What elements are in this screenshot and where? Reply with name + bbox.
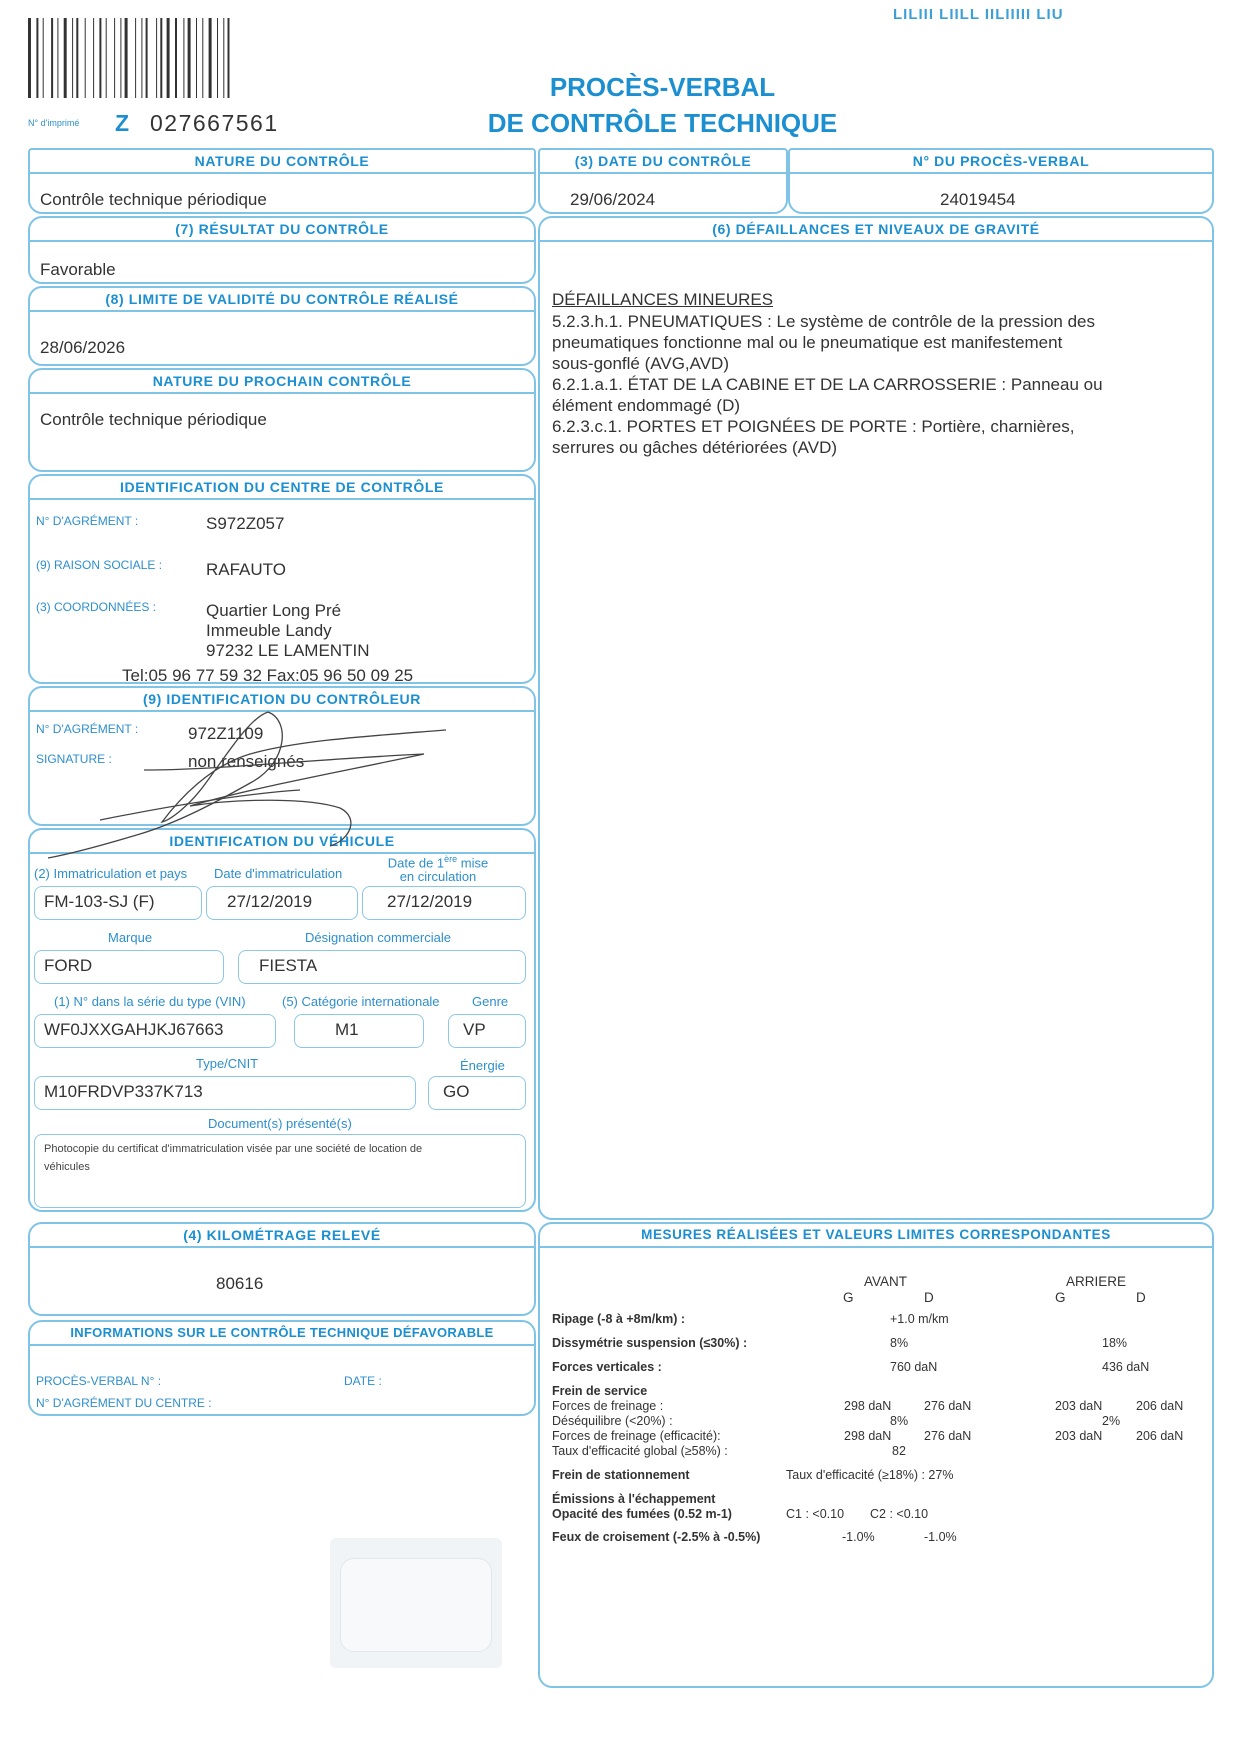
date-immat-field: 27/12/2019 (206, 886, 358, 920)
dissymetrie-arriere: 18% (1102, 1336, 1128, 1350)
energie-label: Énergie (460, 1058, 505, 1073)
prochain-header: NATURE DU PROCHAIN CONTRÔLE (30, 370, 534, 394)
ffe-avant-g: 298 daN (844, 1429, 892, 1443)
resultat-value: Favorable (40, 260, 116, 279)
defavorable-box (28, 1320, 536, 1416)
documents-label: Document(s) présenté(s) (208, 1116, 352, 1131)
barcode-bar (120, 18, 121, 98)
desequilibre-arriere: 2% (1102, 1414, 1121, 1428)
ffe-avant-d: 276 daN (924, 1429, 972, 1443)
genre-field: VP (448, 1014, 526, 1048)
faint-stamp-inner (340, 1558, 492, 1652)
centre-box (28, 474, 536, 684)
barcode-bar (183, 18, 184, 98)
defavorable-date-label: DATE : (344, 1374, 382, 1388)
vehicule-box (28, 828, 536, 1212)
ff-avant-g: 298 daN (844, 1399, 892, 1413)
marque-label: Marque (108, 930, 153, 945)
nature-controle-box (28, 148, 536, 214)
barcode-bar (106, 18, 107, 98)
centre-agrement-value: S972Z057 (206, 514, 285, 533)
vehicule-header: IDENTIFICATION DU VÉHICULE (30, 830, 534, 854)
barcode-bar (93, 18, 94, 98)
printed-number-label: N° d'imprimé (28, 118, 80, 128)
barcode-bar (125, 18, 128, 98)
barcode-bar (28, 18, 31, 98)
prochain-value: Contrôle technique périodique (40, 410, 267, 429)
immat-label: (2) Immatriculation et pays (34, 866, 188, 881)
date-controle-header: (3) DATE DU CONTRÔLE (540, 150, 786, 174)
marque-field: FORD (34, 950, 224, 984)
faint-stamp (330, 1538, 502, 1668)
barcode-bar (85, 18, 86, 98)
defavorable-pv-label: PROCÈS-VERBAL N° : (36, 1374, 162, 1388)
nature-controle-header: NATURE DU CONTRÔLE (30, 150, 534, 174)
dissymetrie-avant: 8% (890, 1336, 909, 1350)
defaillances-title: DÉFAILLANCES MINEURES (552, 290, 774, 309)
defaillances-header: (6) DÉFAILLANCES ET NIVEAUX DE GRAVITÉ (540, 218, 1212, 242)
prochain-box (28, 368, 536, 472)
controleur-agrement-label: N° D'AGRÉMENT : (36, 722, 139, 736)
ripage-label: Ripage (-8 à +8m/km) : (552, 1312, 686, 1326)
ff-avant-d: 276 daN (924, 1399, 972, 1413)
frein-stationnement-label: Frein de stationnement (552, 1468, 690, 1482)
forces-freinage-label: Forces de freinage : (552, 1399, 664, 1413)
date-controle-value: 29/06/2024 (570, 190, 656, 209)
centre-coord-label: (3) COORDONNÉES : (36, 600, 157, 614)
premiere-circulation-field: 27/12/2019 (362, 886, 526, 920)
defaillance-line: élément endommagé (D) (552, 396, 741, 415)
defaillance-line: 6.2.1.a.1. ÉTAT DE LA CABINE ET DE LA CARROSSERIE : Panneau ou (552, 375, 1103, 394)
immat-field: FM-103-SJ (F) (34, 886, 202, 920)
mesures-avant-g: G (843, 1290, 854, 1305)
title-line-1: PROCÈS-VERBAL (549, 72, 776, 102)
barcode-bar (196, 18, 197, 98)
defaillance-line: pneumatiques fonctionne mal ou le pneumatique est manifestement (552, 333, 1063, 352)
mesures-header: MESURES RÉALISÉES ET VALEURS LIMITES CORRESPONDANTES (540, 1224, 1212, 1248)
barcode (28, 18, 300, 98)
categorie-label: (5) Catégorie internationale (282, 994, 440, 1009)
premiere-circulation-label: Date de 1ère mise en circulation (387, 854, 489, 885)
defaillance-line: 6.2.3.c.1. PORTES ET POIGNÉES DE PORTE : Portière, charnières, (552, 417, 1075, 436)
opacite-c2: C2 : <0.10 (870, 1507, 929, 1521)
barcode-bar (99, 18, 101, 98)
opacite-c1: C1 : <0.10 (786, 1507, 845, 1521)
documents-line-1: Photocopie du certificat d'immatriculation visée par une société de location de (44, 1143, 423, 1155)
vin-field: WF0JXXGAHJKJ67663 (34, 1014, 276, 1048)
taux-efficacite-label: Taux d'efficacité global (≥58%) : (552, 1444, 728, 1458)
barcode-bar (57, 18, 58, 98)
barcode-bar (135, 18, 136, 98)
barcode-bar (175, 18, 177, 98)
centre-agrement-label: N° D'AGRÉMENT : (36, 514, 139, 528)
nature-controle-value: Contrôle technique périodique (40, 190, 267, 209)
barcode-bar (156, 18, 157, 98)
resultat-header: (7) RÉSULTAT DU CONTRÔLE (30, 218, 534, 242)
resultat-box (28, 216, 536, 284)
barcode-bar (202, 18, 203, 98)
ffe-arriere-g: 203 daN (1055, 1429, 1103, 1443)
barcode-bar (223, 18, 224, 98)
taux-efficacite-value: 82 (892, 1444, 906, 1458)
categorie-field: M1 (294, 1014, 424, 1048)
vin-label: (1) N° dans la série du type (VIN) (54, 994, 246, 1009)
barcode-bar (167, 18, 170, 98)
printed-letter: Z (115, 110, 130, 136)
barcode-bar (160, 18, 162, 98)
emissions-label: Émissions à l'échappement (552, 1492, 716, 1506)
controleur-box (28, 686, 536, 826)
limite-box (28, 286, 536, 366)
designation-field: FIESTA (238, 950, 526, 984)
defavorable-agrement-label: N° D'AGRÉMENT DU CENTRE : (36, 1396, 212, 1410)
printed-number: 027667561 (150, 110, 279, 136)
limite-value: 28/06/2026 (40, 338, 126, 357)
num-pv-value: 24019454 (940, 190, 1016, 209)
kilometrage-header: (4) KILOMÉTRAGE RELEVÉ (30, 1224, 534, 1248)
barcode-bar (217, 18, 218, 98)
barcode-bar (64, 18, 67, 98)
centre-header: IDENTIFICATION DU CENTRE DE CONTRÔLE (30, 476, 534, 500)
barcode-bar (114, 18, 115, 98)
defaillance-line: serrures ou gâches détériorées (AVD) (552, 438, 838, 457)
date-controle-box (538, 148, 788, 214)
desequilibre-avant: 8% (890, 1414, 909, 1428)
genre-label: Genre (472, 994, 509, 1009)
kilometrage-value: 80616 (216, 1274, 264, 1293)
opacite-label: Opacité des fumées (0.52 m-1) (552, 1507, 732, 1521)
mesures-box (538, 1222, 1214, 1688)
barcode-bar (209, 18, 212, 98)
energie-field: GO (428, 1076, 526, 1110)
ff-arriere-d: 206 daN (1136, 1399, 1184, 1413)
centre-tel-fax: Tel:05 96 77 59 32 Fax:05 96 50 09 25 (122, 666, 414, 685)
forces-verticales-avant: 760 daN (890, 1360, 938, 1374)
feux-croisement-label: Feux de croisement (-2.5% à -0.5%) (552, 1530, 761, 1544)
mesures-arriere-g: G (1055, 1290, 1066, 1305)
centre-coord-line-3: 97232 LE LAMENTIN (206, 641, 370, 660)
desequilibre-label: Déséquilibre (<20%) : (552, 1414, 673, 1428)
defaillances-box (538, 216, 1214, 1220)
defaillance-line: 5.2.3.h.1. PNEUMATIQUES : Le système de contrôle de la pression des (552, 312, 1095, 331)
forces-verticales-arriere: 436 daN (1102, 1360, 1150, 1374)
designation-label: Désignation commerciale (305, 930, 451, 945)
barcode-bar (36, 18, 38, 98)
forces-verticales-label: Forces verticales : (552, 1360, 662, 1374)
barcode-bar (76, 18, 78, 98)
frein-stationnement-value: Taux d'efficacité (≥18%) : 27% (786, 1468, 954, 1482)
centre-raison-label: (9) RAISON SOCIALE : (36, 558, 163, 572)
centre-coord-line-1: Quartier Long Pré (206, 601, 342, 620)
controleur-header: (9) IDENTIFICATION DU CONTRÔLEUR (30, 688, 534, 712)
centre-raison-value: RAFAUTO (206, 560, 286, 579)
centre-coord-line-2: Immeuble Landy (206, 621, 332, 640)
feux-croisement-d: -1.0% (924, 1530, 957, 1544)
controleur-signature-label: SIGNATURE : (36, 752, 112, 766)
num-pv-box (788, 148, 1214, 214)
barcode-bar (43, 18, 44, 98)
frein-service-label: Frein de service (552, 1384, 648, 1398)
controleur-signature-value: non renseignés (188, 752, 305, 771)
ff-efficacite-label: Forces de freinage (efficacité): (552, 1429, 721, 1443)
ffe-arriere-d: 206 daN (1136, 1429, 1184, 1443)
limite-header: (8) LIMITE DE VALIDITÉ DU CONTRÔLE RÉALISÉ (30, 288, 534, 312)
defaillance-line: sous-gonflé (AVG,AVD) (552, 354, 729, 373)
mesures-avant-d: D (924, 1290, 934, 1305)
date-immat-label: Date d'immatriculation (214, 866, 343, 881)
dissymetrie-label: Dissymétrie suspension (≤30%) : (552, 1336, 748, 1350)
kilometrage-box (28, 1222, 536, 1316)
ripage-value: +1.0 m/km (890, 1312, 949, 1326)
defavorable-header: INFORMATIONS SUR LE CONTRÔLE TECHNIQUE DÉFAVORABLE (30, 1322, 534, 1346)
feux-croisement-g: -1.0% (842, 1530, 875, 1544)
barcode-bar (51, 18, 53, 98)
mesures-avant-label: AVANT (864, 1274, 908, 1289)
barcode-bar (141, 18, 142, 98)
type-cnit-label: Type/CNIT (196, 1056, 259, 1071)
ff-arriere-g: 203 daN (1055, 1399, 1103, 1413)
barcode-bar (146, 18, 148, 98)
documents-line-2: véhicules (44, 1161, 90, 1173)
barcode-bar (72, 18, 73, 98)
mesures-arriere-label: ARRIERE (1066, 1274, 1127, 1289)
title-line-2: DE CONTRÔLE TECHNIQUE (487, 108, 838, 138)
num-pv-header: N° DU PROCÈS-VERBAL (790, 150, 1212, 174)
barcode-bar (188, 18, 191, 98)
documents-field (34, 1134, 526, 1208)
type-cnit-field: M10FRDVP337K713 (34, 1076, 416, 1110)
mesures-arriere-d: D (1136, 1290, 1146, 1305)
top-stamp: LILIII LIILL IILIIIII LIU (893, 6, 1064, 23)
barcode-bar (228, 18, 230, 98)
controleur-agrement-value: 972Z1109 (188, 724, 264, 743)
